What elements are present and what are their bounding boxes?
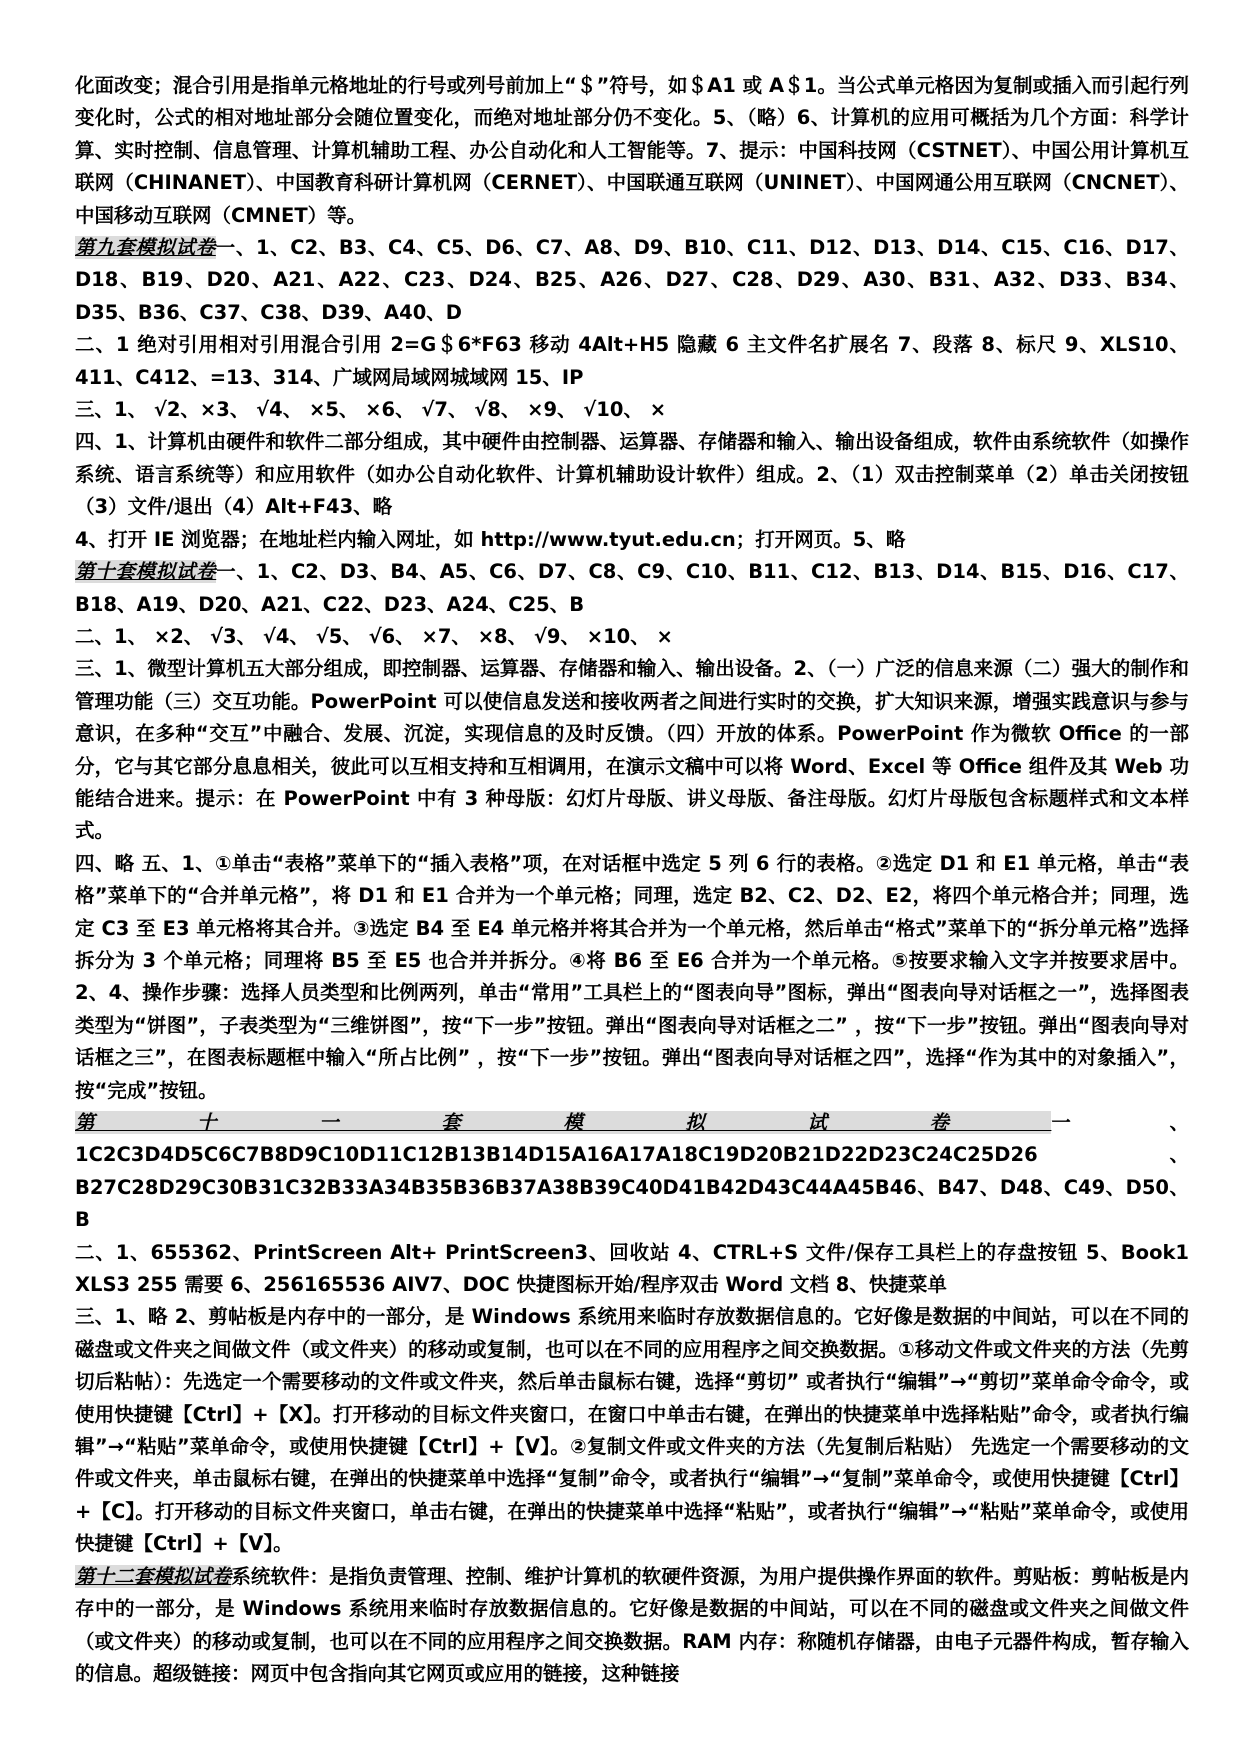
paragraph-text: 三、1、略 2、剪帖板是内存中的一部分，是 Windows 系统用来临时存放数据信息的。它好像是数据的中间站，可以在不同的磁盘或文件夹之间做文件（或文件夹）的移动或复制，也可以在不同的应用程序之间交换数据。①移动文件或文件夹的方法（先剪切后粘帖）：先选定一个需要移动的文件或文件夹，然后单击鼠标右键，选择“剪切” 或者执行“编辑”→“剪切”菜单命令命令，或使用快捷键【Ctrl】+【X】。打开移动的目标文件夹窗口，在窗口中单击右键，在弹出的快捷菜单中选择粘贴”命令，或者执行编辑”→“粘贴”菜单命令，或使用快捷键【Ctrl】+【V】。②复制文件或文件夹的方法（先复制后粘贴） 先选定一个需要移动的文件或文件夹，单击鼠标右键，在弹出的快捷菜单中选择“复制”命令，或者执行“编辑”→“复制”菜单命令，或使用快捷键【Ctrl】+【C】。打开移动的目标文件夹窗口，单击右键，在弹出的快捷菜单中选择“粘贴”，或者执行“编辑”→“粘贴”菜单命令，或使用快捷键【Ctrl】+【V】。 bbox=[75, 1305, 1189, 1556]
answer-paragraph bbox=[75, 556, 1189, 621]
paragraph-text: 一、1、C2、B3、C4、C5、D6、C7、A8、D9、B10、C11、D12、D13、D14、C15、C16、D17、D18、B19、D20、A21、A22、C23、D24、B25、A26、D27、C28、D29、A30、B31、A32、D33、B34、D35、B36、C37、C38、D39、A40、D bbox=[75, 236, 1189, 324]
paragraph-text: 系统软件：是指负责管理、控制、维护计算机的软硬件资源，为用户提供操作界面的软件。剪贴板：剪帖板是内存中的一部分，是 Windows 系统用来临时存放数据信息的。它好像是数据的中间站，可以在不同的磁盘或文件夹之间做文件（或文件夹）的移动或复制，也可以在不同的应用程序之间交换数据。RAM 内存：称随机存储器，由电子元器件构成，暂存输入的信息。超级链接：网页中包含指向其它网页或应用的链接，这种链接 bbox=[75, 1564, 1189, 1685]
answer-paragraph bbox=[75, 329, 1189, 394]
paragraph-text: 二、1、655362、PrintScreen Alt+ PrintScreen3、回收站 4、CTRL+S 文件/保存工具栏上的存盘按钮 5、Book1 XLS3 255 需要 6、256165536 AIV7、DOC 快捷图标开始/程序双击 Word 文档 8、快捷菜单 bbox=[75, 1240, 1189, 1297]
answer-paragraph bbox=[75, 1301, 1189, 1560]
answer-paragraph bbox=[75, 1107, 1189, 1237]
answer-paragraph bbox=[75, 232, 1189, 329]
section-title: 第十一套模拟试卷 bbox=[75, 1111, 1052, 1134]
paragraph-text: 一、1、C2、D3、B4、A5、C6、D7、C8、C9、C10、B11、C12、B13、D14、B15、D16、C17、B18、A19、D20、A21、C22、D23、A24、C25、B bbox=[75, 560, 1189, 616]
paragraph-text: 四、1、计算机由硬件和软件二部分组成，其中硬件由控制器、运算器、存储器和输入、输出设备组成，软件由系统软件（如操作系统、语言系统等）和应用软件（如办公自动化软件、计算机辅助设计软件）组成。2、（1）双击控制菜单（2）单击关闭按钮（3）文件/退出（4）Alt+F43、略 bbox=[75, 430, 1189, 519]
paragraph-text: 二、1、 ×2、 √3、 √4、 √5、 √6、 ×7、 ×8、 √9、 ×10、 × bbox=[75, 624, 673, 648]
paragraph-text: 二、1 绝对引用相对引用混合引用 2=G＄6*F63 移动 4Alt+H5 隐藏 6 主文件名扩展名 7、段落 8、标尺 9、XLS10、411、C412、=13、314、广域网局域网城域网 15、IP bbox=[75, 333, 1189, 389]
paragraph-text: 三、1、 √2、×3、 √4、 ×5、 ×6、 √7、 √8、 ×9、 √10、 × bbox=[75, 398, 667, 422]
section-title: 第九套模拟试卷 bbox=[75, 236, 216, 260]
section-title: 第十套模拟试卷 bbox=[75, 560, 217, 584]
answer-paragraph bbox=[75, 621, 1189, 653]
answer-paragraph bbox=[75, 1237, 1189, 1302]
answer-paragraph bbox=[75, 394, 1189, 426]
paragraph-text: 化面改变；混合引用是指单元格地址的行号或列号前加上“＄”符号，如＄A1 或 A＄1。当公式单元格因为复制或插入而引起行列变化时，公式的相对地址部分会随位置变化，而绝对地址部分仍不变化。5、（略）6、计算机的应用可概括为几个方面：科学计算、实时控制、信息管理、计算机辅助工程、办公自动化和人工智能等。7、提示：中国科技网（CSTNET）、中国公用计算机互联网（CHINANET）、中国教育科研计算机网（CERNET）、中国联通互联网（UNINET）、中国网通公用互联网（CNCNET）、中国移动互联网（CMNET）等。 bbox=[75, 74, 1189, 227]
paragraph-text: 4、打开 IE 浏览器；在地址栏内输入网址，如 http://www.tyut.edu.cn；打开网页。5、略 bbox=[75, 527, 906, 551]
answer-paragraph bbox=[75, 848, 1189, 1107]
section-title: 第十二套模拟试卷 bbox=[75, 1564, 232, 1588]
answer-paragraph bbox=[75, 653, 1189, 847]
paragraph-text: 四、略 五、1、①单击“表格”菜单下的“插入表格”项，在对话框中选定 5 列 6 行的表格。②选定 D1 和 E1 单元格，单击“表格”菜单下的“合并单元格”，将 D1 和 E1 合并为一个单元格；同理，选定 B2、C2、D2、E2，将四个单元格合并；同理，选定 C3 至 E3 单元格将其合并。③选定 B4 至 E4 单元格并将其合并为一个单元格，然后单击“格式”菜单下的“拆分单元格”选择拆分为 3 个单元格；同理将 B5 至 E5 也合并并拆分。④将 B6 至 E6 合并为一个单元格。⑤按要求输入文字并按要求居中。2、4、操作步骤：选择人员类型和比例两列，单击“常用”工具栏上的“图表向导”图标，弹出“图表向导对话框之一”，选择图表类型为“饼图”，子表类型为“三维饼图”，按“下一步”按钮。弹出“图表向导对话框之二” ，按“下一步”按钮。弹出“图表向导对话框之三”，在图表标题框中输入“所占比例” ，按“下一步”按钮。弹出“图表向导对话框之四”，选择“作为其中的对象插入”，按“完成”按钮。 bbox=[75, 851, 1189, 1102]
answer-paragraph bbox=[75, 426, 1189, 523]
paragraph-text: 三、1、微型计算机五大部分组成，即控制器、运算器、存储器和输入、输出设备。2、（一）广泛的信息来源（二）强大的制作和管理功能（三）交互功能。PowerPoint 可以使信息发送和接收两者之间进行实时的交换，扩大知识来源，增强实践意识与参与意识，在多种“交互”中融合、发展、沉淀，实现信息的及时反馈。（四）开放的体系。PowerPoint 作为微软 Office 的一部分，它与其它部分息息相关，彼此可以互相支持和互相调用，在演示文稿中可以将 Word、Excel 等 Office 组件及其 Web 功能结合进来。提示：在 PowerPoint 中有 3 种母版：幻灯片母版、讲义母版、备注母版。幻灯片母版包含标题样式和文本样式。 bbox=[75, 657, 1189, 843]
answer-paragraph bbox=[75, 70, 1189, 232]
paragraph-text: 一、 1C2C3D4D5C6C7B8D9C10D11C12B13B14D15A16A17A18C19D20B21D22D23C24C25D26、B27C28D29C30B31C32B33A34B35B36B37A38B39C40D41B42D43C44A45B46、B47、D48、C49、D50、B bbox=[75, 1111, 1189, 1232]
answer-paragraph bbox=[75, 1561, 1189, 1691]
answer-paragraph bbox=[75, 524, 1189, 556]
